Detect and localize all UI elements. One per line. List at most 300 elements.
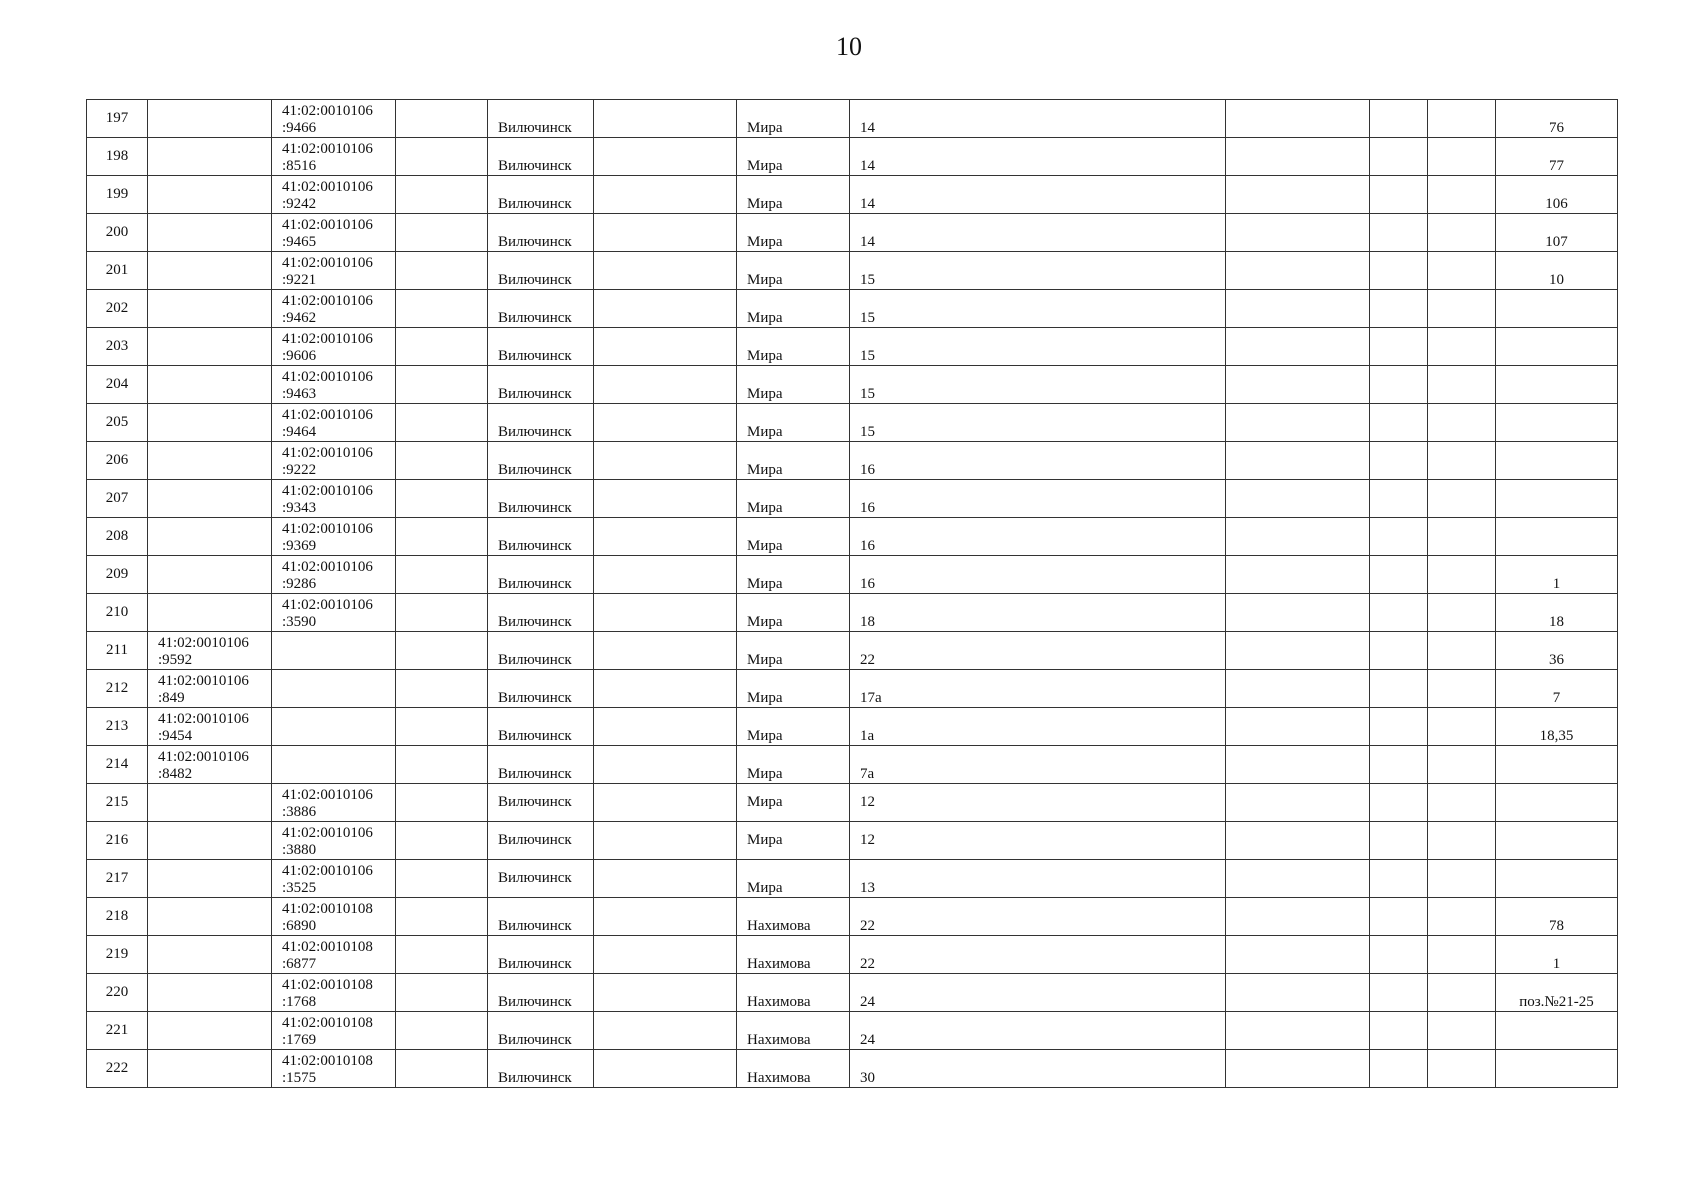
cadastral-part: :9242 [282,196,317,212]
house-cell: 15 [850,404,1226,442]
flat-cell [1496,366,1618,404]
flat-cell [1496,1050,1618,1088]
flat-cell: 78 [1496,898,1618,936]
street-cell: Мира [737,366,850,404]
empty-cell [1428,632,1496,670]
cadastral-part: :6877 [282,956,317,972]
cadastral-part: 41:02:0010106 [282,141,373,157]
cadastral-part: :3590 [282,614,317,630]
cadastral-part: :9221 [282,272,317,288]
empty-cell [594,442,737,480]
table-row [87,100,1618,138]
row-number-cell: 206 [87,442,148,480]
empty-cell [396,746,488,784]
cadastral-number-cell-a [148,176,272,214]
empty-cell [1370,480,1428,518]
cadastral-number-cell-b [272,1050,396,1088]
cadastral-part: :849 [158,690,185,706]
empty-cell [594,214,737,252]
cadastral-number-cell-b [272,898,396,936]
empty-cell [1226,556,1370,594]
empty-cell [396,442,488,480]
cadastral-part: :9369 [282,538,317,554]
cadastral-number-cell-b [272,138,396,176]
row-number-cell: 201 [87,252,148,290]
cadastral-number-cell-a [148,138,272,176]
house-cell: 12 [850,784,1226,822]
empty-cell [1370,100,1428,138]
table-row [87,822,1618,860]
cadastral-number-cell-a [148,860,272,898]
empty-cell [594,176,737,214]
cadastral-number-cell-b [272,556,396,594]
empty-cell [1226,480,1370,518]
empty-cell [396,518,488,556]
empty-cell [396,480,488,518]
cadastral-part: 41:02:0010106 [282,103,373,119]
empty-cell [1370,632,1428,670]
cadastral-number-cell-a [148,252,272,290]
house-cell: 22 [850,936,1226,974]
city-cell: Вилючинск [488,746,594,784]
cadastral-part: :1768 [282,994,317,1010]
empty-cell [594,708,737,746]
cadastral-number-cell-b [272,328,396,366]
house-cell: 30 [850,1050,1226,1088]
street-cell: Мира [737,784,850,822]
row-number-cell: 210 [87,594,148,632]
house-cell: 14 [850,138,1226,176]
cadastral-number-cell-b [272,404,396,442]
city-cell: Вилючинск [488,404,594,442]
street-cell: Мира [737,556,850,594]
table-row [87,480,1618,518]
house-cell: 15 [850,252,1226,290]
cadastral-number-cell-b [272,784,396,822]
cadastral-number-cell-b [272,594,396,632]
cadastral-part: 41:02:0010106 [158,711,249,727]
table-row [87,974,1618,1012]
empty-cell [396,1050,488,1088]
empty-cell [1370,442,1428,480]
empty-cell [594,480,737,518]
table-row [87,442,1618,480]
empty-cell [1370,708,1428,746]
cadastral-part: 41:02:0010106 [282,559,373,575]
empty-cell [594,822,737,860]
empty-cell [1370,784,1428,822]
empty-cell [1226,670,1370,708]
empty-cell [1226,898,1370,936]
empty-cell [1370,518,1428,556]
cadastral-part: 41:02:0010106 [282,825,373,841]
cadastral-number-cell-a [148,290,272,328]
street-cell: Мира [737,594,850,632]
city-cell: Вилючинск [488,936,594,974]
street-cell: Мира [737,328,850,366]
city-cell: Вилючинск [488,898,594,936]
flat-cell: 36 [1496,632,1618,670]
cadastral-part: 41:02:0010106 [282,407,373,423]
city-cell: Вилючинск [488,822,594,860]
page-number: 10 [836,32,862,61]
empty-cell [1428,366,1496,404]
empty-cell [1226,442,1370,480]
street-cell: Мира [737,480,850,518]
row-number-cell: 202 [87,290,148,328]
cadastral-number-cell-b [272,252,396,290]
empty-cell [1428,822,1496,860]
city-cell: Вилючинск [488,252,594,290]
flat-cell [1496,404,1618,442]
empty-cell [1370,138,1428,176]
empty-cell [1370,594,1428,632]
cadastral-part: :9454 [158,728,193,744]
flat-cell [1496,442,1618,480]
cadastral-part: 41:02:0010106 [282,863,373,879]
empty-cell [1226,366,1370,404]
table-row [87,746,1618,784]
empty-cell [1370,290,1428,328]
cadastral-number-cell-a [148,594,272,632]
empty-cell [396,100,488,138]
empty-cell [396,252,488,290]
empty-cell [1370,366,1428,404]
cadastral-part: 41:02:0010106 [282,445,373,461]
cadastral-part: 41:02:0010106 [282,331,373,347]
empty-cell [396,670,488,708]
empty-cell [594,252,737,290]
city-cell: Вилючинск [488,518,594,556]
city-cell: Вилючинск [488,594,594,632]
city-cell: Вилючинск [488,708,594,746]
table-row [87,708,1618,746]
cadastral-number-cell-a [148,366,272,404]
table-row [87,632,1618,670]
empty-cell [1428,974,1496,1012]
cadastral-number-cell-a [148,974,272,1012]
cadastral-part: 41:02:0010106 [282,369,373,385]
empty-cell [594,518,737,556]
cadastral-part: :3886 [282,804,317,820]
row-number-cell: 213 [87,708,148,746]
house-cell: 16 [850,480,1226,518]
table-row [87,784,1618,822]
street-cell: Мира [737,442,850,480]
registry-body [87,100,1618,1088]
cadastral-part: 41:02:0010108 [282,939,373,955]
cadastral-number-cell-b [272,176,396,214]
empty-cell [594,860,737,898]
empty-cell [1226,822,1370,860]
empty-cell [1428,328,1496,366]
row-number-cell: 214 [87,746,148,784]
empty-cell [594,100,737,138]
empty-cell [1428,556,1496,594]
empty-cell [594,898,737,936]
cadastral-number-cell-a [148,936,272,974]
table-row [87,138,1618,176]
city-cell: Вилючинск [488,556,594,594]
flat-cell: 7 [1496,670,1618,708]
street-cell: Мира [737,746,850,784]
cadastral-part: :9465 [282,234,317,250]
row-number-cell: 205 [87,404,148,442]
table-row [87,290,1618,328]
empty-cell [1226,328,1370,366]
house-cell: 1а [850,708,1226,746]
empty-cell [1226,138,1370,176]
flat-cell: 106 [1496,176,1618,214]
empty-cell [396,936,488,974]
empty-cell [1428,404,1496,442]
cadastral-number-cell-b [272,518,396,556]
city-cell: Вилючинск [488,784,594,822]
house-cell: 13 [850,860,1226,898]
house-cell: 15 [850,290,1226,328]
flat-cell: 1 [1496,556,1618,594]
row-number-cell: 212 [87,670,148,708]
cadastral-number-cell-b [272,480,396,518]
city-cell: Вилючинск [488,214,594,252]
cadastral-part: 41:02:0010106 [282,293,373,309]
flat-cell: поз.№21-25 [1496,974,1618,1012]
cadastral-number-cell-a [148,708,272,746]
city-cell: Вилючинск [488,860,594,898]
empty-cell [1226,252,1370,290]
empty-cell [396,214,488,252]
empty-cell [1428,860,1496,898]
cadastral-part: :9463 [282,386,317,402]
empty-cell [396,784,488,822]
street-cell: Мира [737,708,850,746]
empty-cell [1428,670,1496,708]
table-row [87,252,1618,290]
empty-cell [1226,974,1370,1012]
row-number-cell: 219 [87,936,148,974]
empty-cell [1370,746,1428,784]
cadastral-number-cell-b [272,632,396,670]
row-number-cell: 203 [87,328,148,366]
empty-cell [396,708,488,746]
row-number-cell: 198 [87,138,148,176]
flat-cell [1496,518,1618,556]
cadastral-number-cell-a [148,404,272,442]
cadastral-part: :1769 [282,1032,317,1048]
row-number-cell: 204 [87,366,148,404]
row-number-cell: 207 [87,480,148,518]
flat-cell [1496,290,1618,328]
empty-cell [1428,100,1496,138]
house-cell: 14 [850,176,1226,214]
house-cell: 15 [850,366,1226,404]
cadastral-part: 41:02:0010108 [282,1015,373,1031]
empty-cell [1226,404,1370,442]
cadastral-part: 41:02:0010106 [282,597,373,613]
flat-cell [1496,328,1618,366]
street-cell: Мира [737,822,850,860]
cadastral-part: 41:02:0010106 [282,255,373,271]
street-cell: Нахимова [737,974,850,1012]
flat-cell [1496,746,1618,784]
table-row [87,936,1618,974]
empty-cell [594,936,737,974]
empty-cell [1370,670,1428,708]
empty-cell [1428,746,1496,784]
empty-cell [1226,708,1370,746]
street-cell: Мира [737,860,850,898]
cadastral-part: :6890 [282,918,317,934]
house-cell: 16 [850,442,1226,480]
house-cell: 22 [850,632,1226,670]
empty-cell [1226,290,1370,328]
row-number-cell: 220 [87,974,148,1012]
house-cell: 22 [850,898,1226,936]
street-cell: Мира [737,290,850,328]
empty-cell [594,404,737,442]
cadastral-number-cell-b [272,708,396,746]
empty-cell [396,328,488,366]
empty-cell [396,594,488,632]
empty-cell [1428,784,1496,822]
registry-table [86,99,1618,1088]
empty-cell [594,632,737,670]
cadastral-part: 41:02:0010106 [158,673,249,689]
empty-cell [396,404,488,442]
empty-cell [1428,594,1496,632]
row-number-cell: 211 [87,632,148,670]
empty-cell [396,822,488,860]
street-cell: Мира [737,518,850,556]
street-cell: Нахимова [737,898,850,936]
empty-cell [1226,518,1370,556]
cadastral-part: :1575 [282,1070,317,1086]
empty-cell [1370,974,1428,1012]
house-cell: 18 [850,594,1226,632]
empty-cell [1226,860,1370,898]
empty-cell [1428,708,1496,746]
table-row [87,366,1618,404]
city-cell: Вилючинск [488,1050,594,1088]
row-number-cell: 221 [87,1012,148,1050]
cadastral-number-cell-a [148,518,272,556]
empty-cell [1428,518,1496,556]
empty-cell [396,290,488,328]
flat-cell: 18 [1496,594,1618,632]
table-row [87,214,1618,252]
cadastral-number-cell-a [148,556,272,594]
empty-cell [1370,214,1428,252]
table-row [87,176,1618,214]
empty-cell [1226,1012,1370,1050]
empty-cell [594,366,737,404]
empty-cell [396,556,488,594]
cadastral-number-cell-a [148,898,272,936]
cadastral-number-cell-b [272,936,396,974]
cadastral-number-cell-b [272,100,396,138]
house-cell: 14 [850,100,1226,138]
cadastral-number-cell-b [272,746,396,784]
cadastral-part: 41:02:0010106 [282,179,373,195]
empty-cell [1370,252,1428,290]
city-cell: Вилючинск [488,1012,594,1050]
cadastral-part: 41:02:0010106 [282,483,373,499]
cadastral-part: :9462 [282,310,317,326]
empty-cell [1370,860,1428,898]
empty-cell [1428,290,1496,328]
empty-cell [1226,594,1370,632]
row-number-cell: 218 [87,898,148,936]
flat-cell: 77 [1496,138,1618,176]
flat-cell [1496,784,1618,822]
cadastral-number-cell-a [148,746,272,784]
flat-cell [1496,860,1618,898]
cadastral-part: 41:02:0010106 [158,635,249,651]
flat-cell: 10 [1496,252,1618,290]
cadastral-part: 41:02:0010108 [282,977,373,993]
empty-cell [1428,898,1496,936]
row-number-cell: 199 [87,176,148,214]
house-cell: 16 [850,556,1226,594]
cadastral-part: :9222 [282,462,317,478]
city-cell: Вилючинск [488,100,594,138]
street-cell: Мира [737,176,850,214]
city-cell: Вилючинск [488,138,594,176]
empty-cell [594,974,737,1012]
house-cell: 15 [850,328,1226,366]
table-row [87,1012,1618,1050]
row-number-cell: 197 [87,100,148,138]
street-cell: Мира [737,632,850,670]
empty-cell [1226,214,1370,252]
flat-cell: 107 [1496,214,1618,252]
cadastral-part: :9464 [282,424,317,440]
cadastral-number-cell-b [272,1012,396,1050]
cadastral-part: :9606 [282,348,317,364]
empty-cell [396,860,488,898]
flat-cell [1496,480,1618,518]
table-row [87,1050,1618,1088]
empty-cell [396,1012,488,1050]
empty-cell [1428,1050,1496,1088]
cadastral-number-cell-a [148,100,272,138]
cadastral-number-cell-b [272,974,396,1012]
cadastral-part: :3880 [282,842,317,858]
empty-cell [1428,176,1496,214]
street-cell: Мира [737,670,850,708]
row-number-cell: 200 [87,214,148,252]
row-number-cell: 216 [87,822,148,860]
row-number-cell: 217 [87,860,148,898]
cadastral-part: :8482 [158,766,193,782]
city-cell: Вилючинск [488,480,594,518]
cadastral-part: 41:02:0010106 [158,749,249,765]
cadastral-number-cell-a [148,822,272,860]
city-cell: Вилючинск [488,328,594,366]
street-cell: Мира [737,252,850,290]
table-row [87,328,1618,366]
empty-cell [594,1012,737,1050]
empty-cell [1370,404,1428,442]
cadastral-number-cell-b [272,366,396,404]
empty-cell [1226,784,1370,822]
empty-cell [1428,1012,1496,1050]
flat-cell: 76 [1496,100,1618,138]
cadastral-number-cell-a [148,670,272,708]
empty-cell [396,898,488,936]
empty-cell [594,556,737,594]
cadastral-number-cell-a [148,214,272,252]
